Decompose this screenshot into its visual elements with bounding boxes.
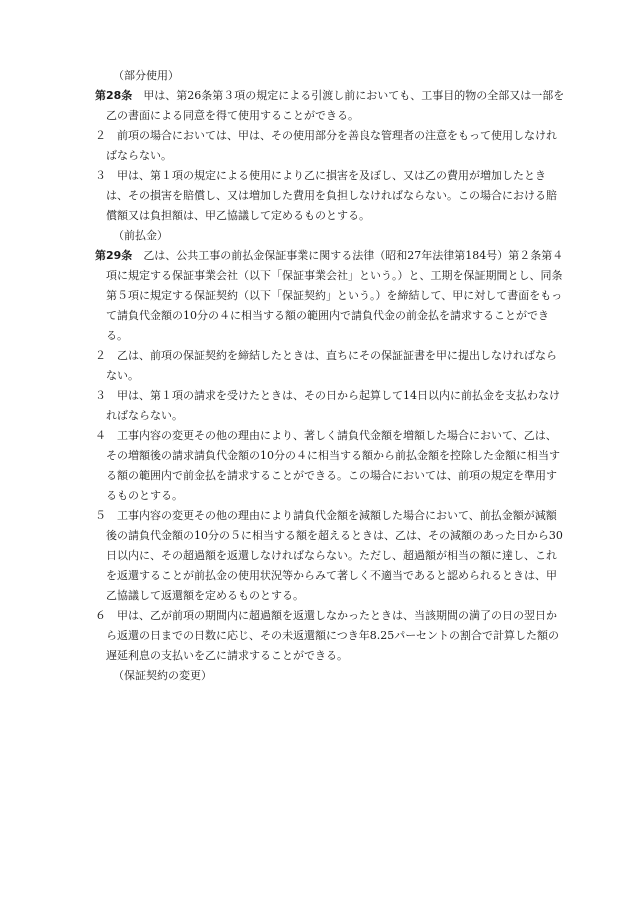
article-heading-advance-payment: （前払金） xyxy=(113,229,168,242)
article-29-paragraph-2 xyxy=(95,346,565,386)
paragraph-number: ５ xyxy=(95,509,106,522)
paragraph-text: 甲は、第１項の規定による使用により乙に損害を及ぼし、又は乙の費用が増加したときは、その損害を賠償し、又は増加した費用を負担しなければならない。この場合における賠償額又は負担額は、甲乙協議して定めるものとする。 xyxy=(106,169,557,222)
article-29-paragraph-4 xyxy=(95,426,565,506)
article-heading-partial-use: （部分使用） xyxy=(113,69,179,82)
article-29-paragraph-3 xyxy=(95,386,565,426)
paragraph-number: ２ xyxy=(95,129,106,142)
article-number: 第29条 xyxy=(95,249,133,262)
article-29 xyxy=(95,246,565,346)
article-29-paragraph-6 xyxy=(95,606,565,666)
paragraph-number: ３ xyxy=(95,169,106,182)
paragraph-text: 甲は、第１項の請求を受けたときは、その日から起算して14日以内に前払金を支払わなければならない。 xyxy=(106,389,560,422)
paragraph-number: ４ xyxy=(95,429,106,442)
article-28 xyxy=(95,86,565,126)
paragraph-text: 乙は、前項の保証契約を締結したときは、直ちにその保証証書を甲に提出しなければならない。 xyxy=(106,349,557,382)
article-29-paragraph-5 xyxy=(95,506,565,606)
article-28-paragraph-3 xyxy=(95,166,565,226)
article-heading-guarantee-contract-change: （保証契約の変更） xyxy=(113,669,212,682)
paragraph-text: 甲は、乙が前項の期間内に超過額を返還しなかったときは、当該期間の満了の日の翌日から返還の日までの日数に応じ、その未返還額につき年8.25パーセントの割合で計算した額の遅延利息の支払いを乙に請求することができる。 xyxy=(106,609,560,662)
article-text: 甲は、第26条第３項の規定による引渡し前においても、工事目的物の全部又は一部を乙の書面による同意を得て使用することができる。 xyxy=(106,89,565,122)
paragraph-text: 前項の場合においては、甲は、その使用部分を善良な管理者の注意をもって使用しなければならない。 xyxy=(106,129,557,162)
paragraph-text: 工事内容の変更その他の理由により、著しく請負代金額を増額した場合において、乙は、その増額後の請求請負代金額の10分の４に相当する額から前払金額を控除した金額に相当する額の範囲内で前金払を請求することができる。この場合においては、前項の規定を準用するものとする。 xyxy=(106,429,560,502)
paragraph-number: ３ xyxy=(95,389,106,402)
paragraph-number: ６ xyxy=(95,609,106,622)
paragraph-number: ２ xyxy=(95,349,106,362)
article-text: 乙は、公共工事の前払金保証事業に関する法律（昭和27年法律第184号）第２条第４項に規定する保証事業会社（以下「保証事業会社」という。）と、工期を保証期間とし、同条第５項に規定する保証契約（以下「保証契約」という。）を締結して、甲に対して書面をもって請負代金額の10分の４に相当する額の範囲内で請負代金の前金払を請求することができる。 xyxy=(106,249,564,342)
document-body xyxy=(95,66,565,686)
paragraph-text: 工事内容の変更その他の理由により請負代金額を減額した場合において、前払金額が減額後の請負代金額の10分の５に相当する額を超えるときは、乙は、その減額のあった日から30日以内に、その超過額を返還しなければならない。ただし、超過額が相当の額に達し、これを返還することが前払金の使用状況等からみて著しく不適当であると認められるときは、甲乙協議して返還額を定めるものとする。 xyxy=(106,509,563,602)
article-28-paragraph-2 xyxy=(95,126,565,166)
article-number: 第28条 xyxy=(95,89,133,102)
